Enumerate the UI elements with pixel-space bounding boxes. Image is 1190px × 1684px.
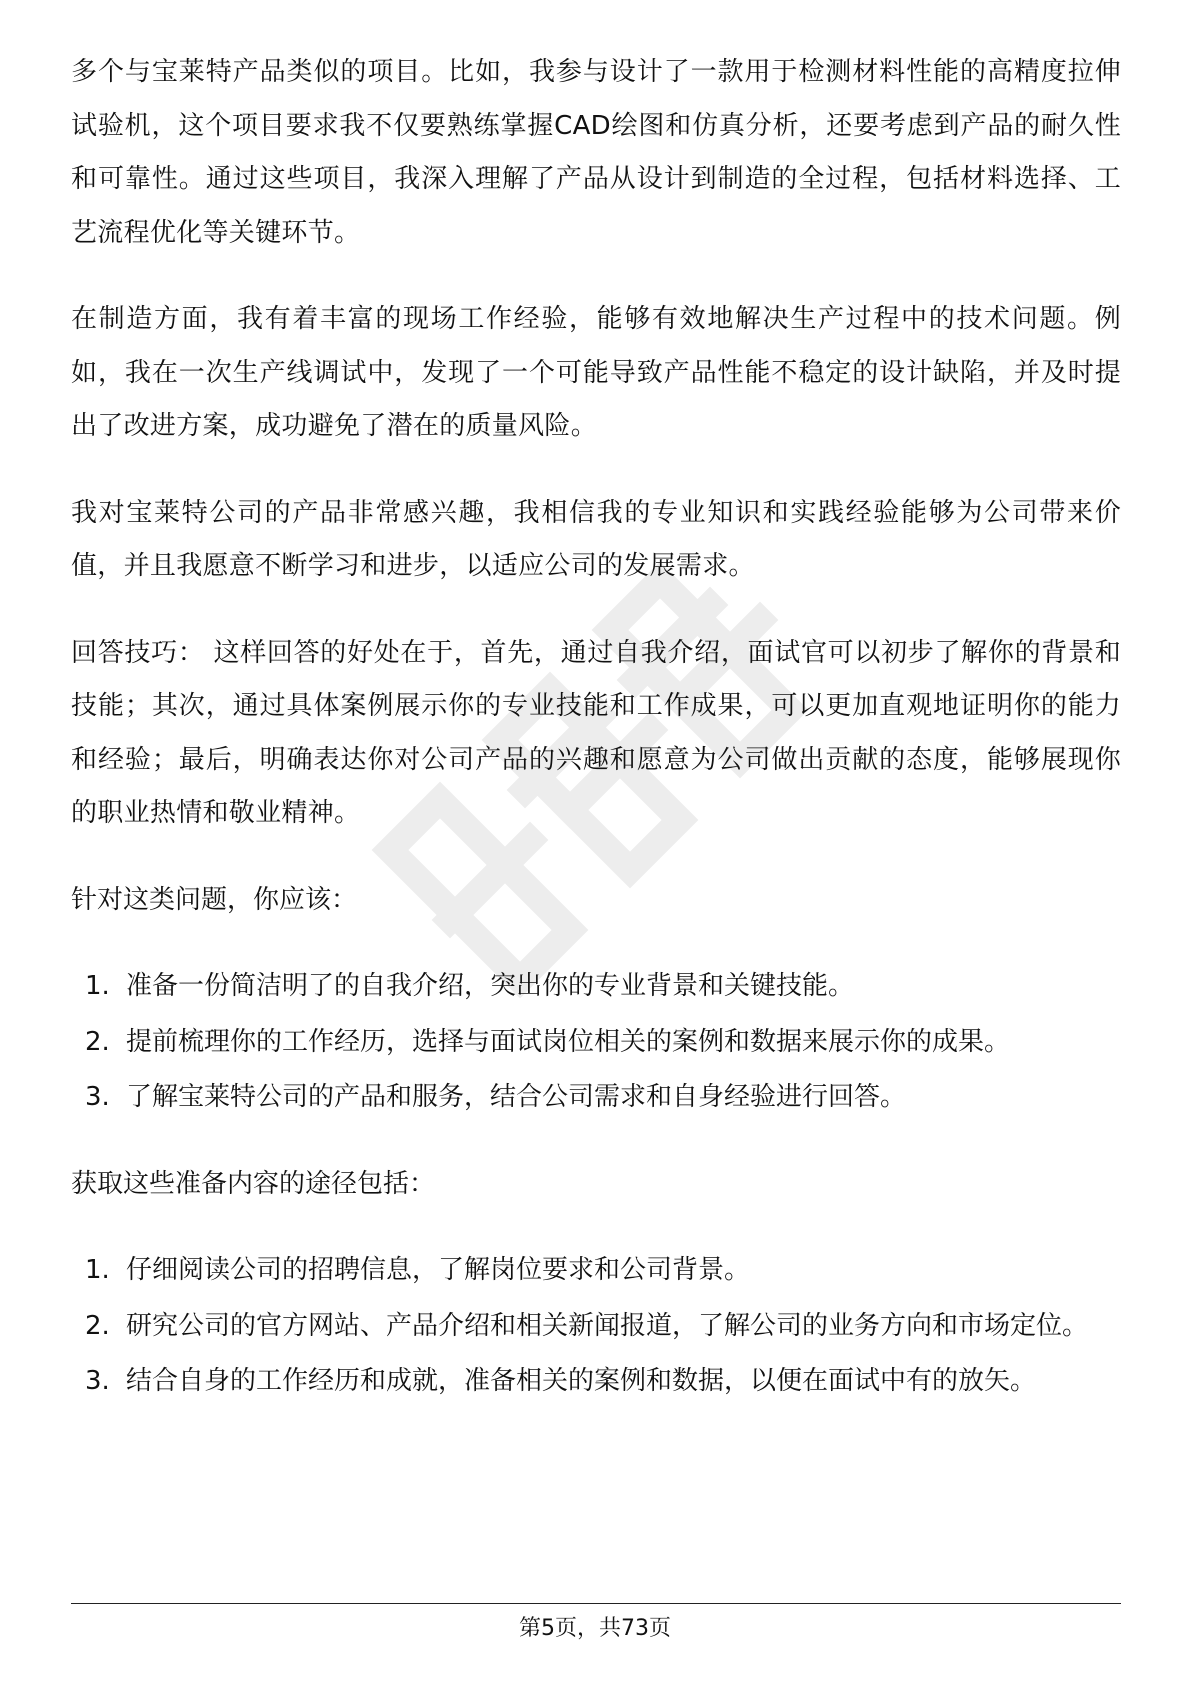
page-number: 第5页，共73页 (519, 1616, 671, 1641)
document-body (71, 46, 1121, 1442)
footer-divider (71, 1603, 1121, 1604)
section-heading-should: 针对这类问题，你应该： (71, 884, 358, 915)
list-item (71, 960, 1121, 1014)
paragraph-project-experience: 多个与宝莱特产品类似的项目。比如，我参与设计了一款用于检测材料性能的高精度拉伸试验机，这个项目要求我不仅要熟练掌握CAD绘图和仿真分析，还要考虑到产品的耐久性和可靠性。通过这些项目，我深入理解了产品从设计到制造的全过程，包括材料选择、工艺流程优化等关键环节。 (71, 57, 1121, 248)
paragraph-interest: 我对宝莱特公司的产品非常感兴趣，我相信我的专业知识和实践经验能够为公司带来价值，并且我愿意不断学习和进步，以适应公司的发展需求。 (71, 497, 1121, 581)
list-item-text: 提前梳理你的工作经历，选择与面试岗位相关的案例和数据来展示你的成果。 (126, 1026, 1011, 1057)
list-item-text: 研究公司的官方网站、产品介绍和相关新闻报道，了解公司的业务方向和市场定位。 (126, 1310, 1089, 1341)
list-should (71, 960, 1121, 1125)
list-item (71, 1244, 1121, 1298)
list-item-number: 2. (85, 1026, 110, 1057)
list-item-number: 3. (85, 1082, 110, 1112)
paragraph-answer-tips: 回答技巧： 这样回答的好处在于，首先，通过自我介绍，面试官可以初步了解你的背景和技能；其次，通过具体案例展示你的专业技能和工作成果，可以更加直观地证明你的能力和经验；最后，明确表达你对公司产品的兴趣和愿意为公司做出贡献的态度，能够展现你的职业热情和敬业精神。 (71, 637, 1121, 828)
list-item (71, 1300, 1121, 1354)
list-item-number: 2. (85, 1310, 110, 1341)
list-sources (71, 1244, 1121, 1409)
list-item (71, 1355, 1121, 1409)
paragraph-manufacturing: 在制造方面，我有着丰富的现场工作经验，能够有效地解决生产过程中的技术问题。例如，我在一次生产线调试中，发现了一个可能导致产品性能不稳定的设计缺陷，并及时提出了改进方案，成功避免了潜在的质量风险。 (71, 304, 1121, 441)
list-item (71, 1071, 1121, 1125)
list-item-text: 结合自身的工作经历和成就，准备相关的案例和数据，以便在面试中有的放矢。 (126, 1366, 1037, 1396)
list-item-text: 准备一份简洁明了的自我介绍，突出你的专业背景和关键技能。 (126, 971, 855, 1001)
list-item-number: 1. (85, 1255, 110, 1285)
list-item-number: 1. (85, 971, 110, 1001)
list-item (71, 1016, 1121, 1070)
list-item-text: 了解宝莱特公司的产品和服务，结合公司需求和自身经验进行回答。 (126, 1082, 907, 1112)
list-item-text: 仔细阅读公司的招聘信息，了解岗位要求和公司背景。 (126, 1255, 751, 1285)
list-item-number: 3. (85, 1366, 110, 1396)
section-heading-sources: 获取这些准备内容的途径包括： (71, 1168, 436, 1199)
